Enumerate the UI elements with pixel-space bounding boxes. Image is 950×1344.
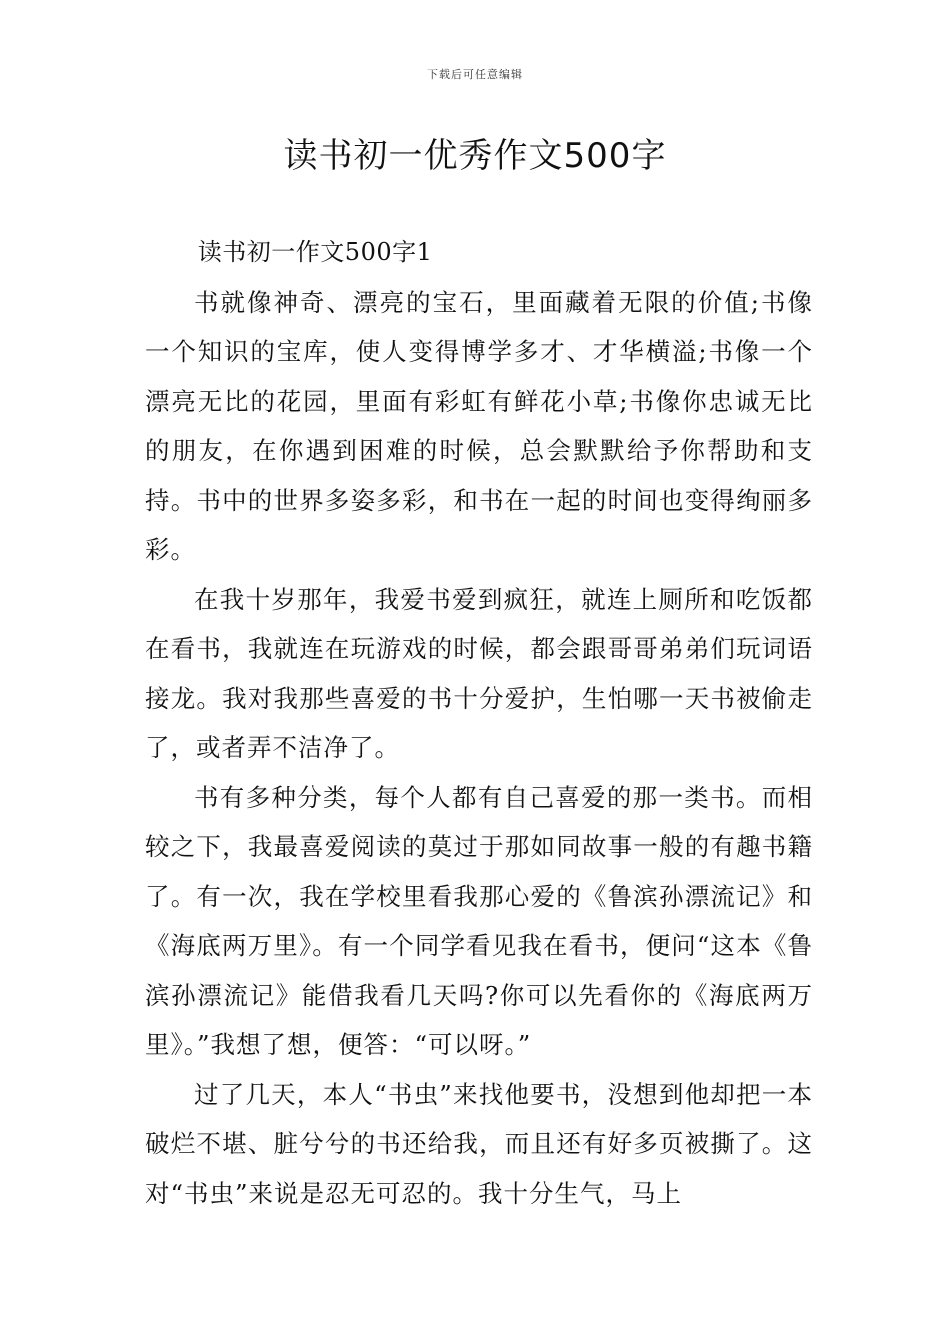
paragraph-1: 书就像神奇、漂亮的宝石，里面藏着无限的价值;书像一个知识的宝库，使人变得博学多才、才华横溢;书像一个漂亮无比的花园，里面有彩虹有鲜花小草;书像你忠诚无比的朋友，在你遇到困难的时候，总会默默给予你帮助和支持。书中的世界多姿多彩，和书在一起的时间也变得绚丽多彩。 <box>145 287 813 564</box>
paragraph-2: 在我十岁那年，我爱书爱到疯狂，就连上厕所和吃饭都在看书，我就连在玩游戏的时候，都会跟哥哥弟弟们玩词语接龙。我对我那些喜爱的书十分爱护，生怕哪一天书被偷走了，或者弄不洁净了。 <box>145 584 813 762</box>
document-title: 读书初一优秀作文500字 <box>283 136 667 176</box>
article-body <box>145 228 813 1218</box>
page-header-note: 下载后可任意编辑 <box>427 68 523 81</box>
section-heading: 读书初一作文500字1 <box>197 238 433 266</box>
paragraph-3: 书有多种分类，每个人都有自己喜爱的那一类书。而相较之下，我最喜爱阅读的莫过于那如同故事一般的有趣书籍了。有一次，我在学校里看我那心爱的《鲁滨孙漂流记》和《海底两万里》。有一个同学看见我在看书，便问“这本《鲁滨孙漂流记》能借我看几天吗?你可以先看你的《海底两万里》。”我想了想，便答：“可以呀。” <box>145 782 813 1059</box>
paragraph-4: 过了几天，本人“书虫”来找他要书，没想到他却把一本破烂不堪、脏兮兮的书还给我，而且还有好多页被撕了。这对“书虫”来说是忍无可忍的。我十分生气，马上 <box>145 1079 813 1208</box>
